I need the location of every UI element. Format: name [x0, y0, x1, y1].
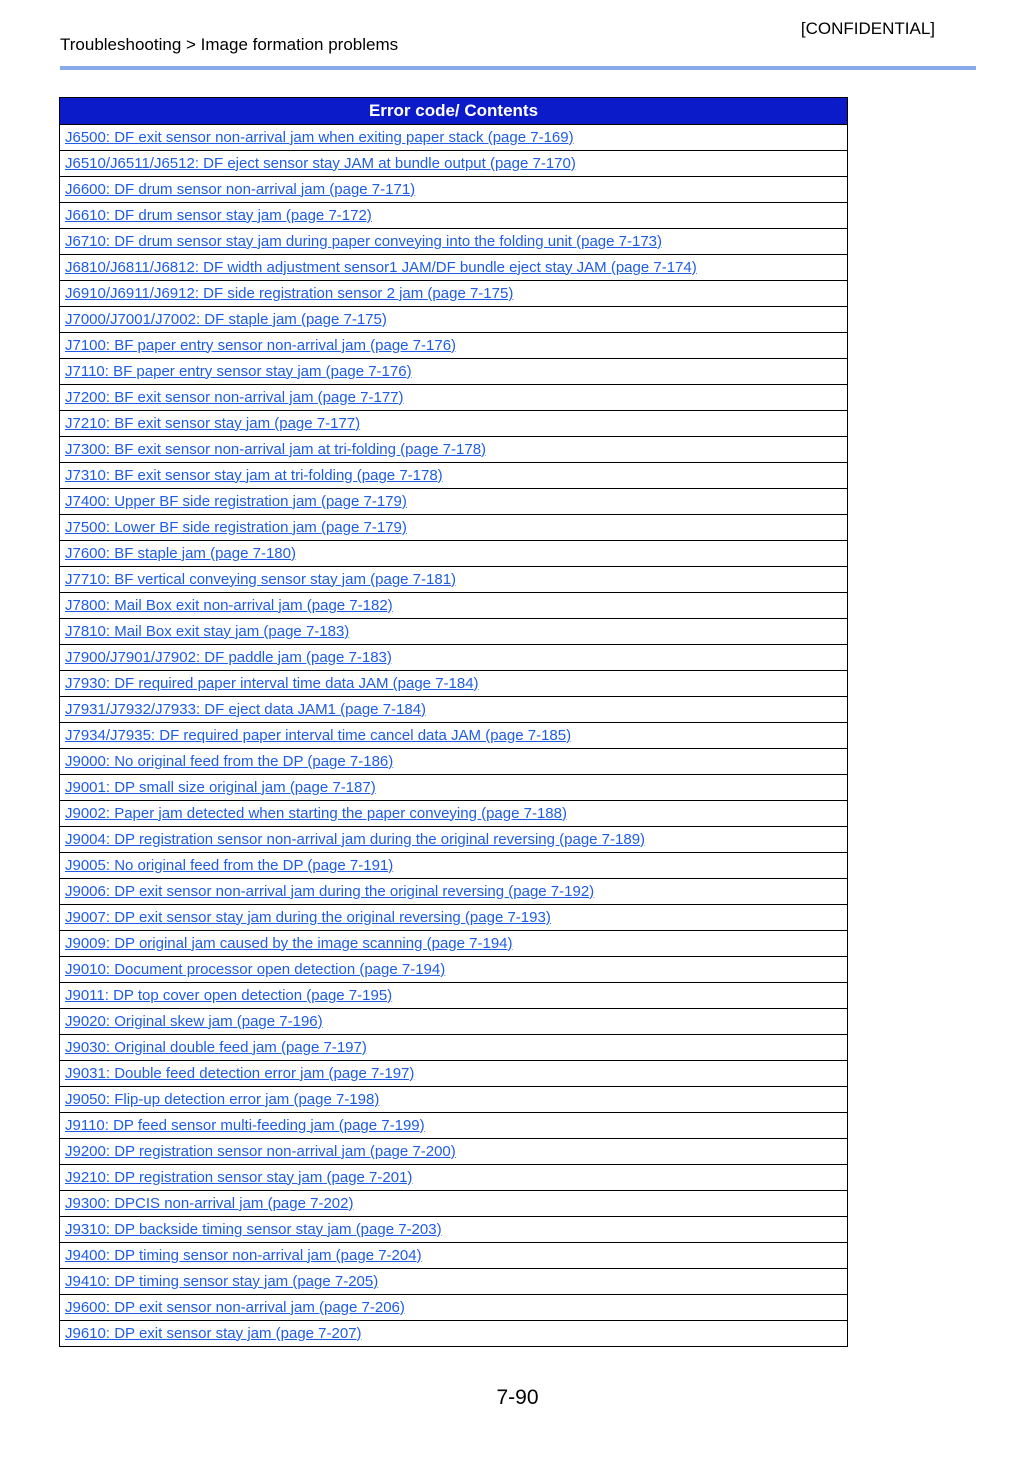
error-code-link[interactable]: J9030: Original double feed jam (page 7-197)	[65, 1038, 367, 1056]
table-row	[60, 177, 848, 203]
table-row	[60, 1113, 848, 1139]
table-cell	[60, 203, 848, 229]
table-cell	[60, 1035, 848, 1061]
table-cell	[60, 697, 848, 723]
table-row	[60, 203, 848, 229]
error-code-link[interactable]: J9004: DP registration sensor non-arrival jam during the original reversing (page 7-189)	[65, 830, 646, 848]
table-row	[60, 1243, 848, 1269]
table-row	[60, 307, 848, 333]
table-cell	[60, 463, 848, 489]
table-row	[60, 1035, 848, 1061]
error-code-link[interactable]: J9001: DP small size original jam (page 7-187)	[65, 778, 376, 796]
error-code-link[interactable]: J7110: BF paper entry sensor stay jam (page 7-176)	[65, 362, 412, 380]
error-code-link[interactable]: J7930: DF required paper interval time data JAM (page 7-184)	[65, 674, 479, 692]
table-cell	[60, 437, 848, 463]
table-row	[60, 749, 848, 775]
table-row	[60, 619, 848, 645]
table-body	[60, 125, 848, 1347]
error-code-link[interactable]: J7900/J7901/J7902: DF paddle jam (page 7-183)	[65, 648, 392, 666]
table-row	[60, 593, 848, 619]
table-cell	[60, 1191, 848, 1217]
table-cell	[60, 1165, 848, 1191]
table-cell	[60, 671, 848, 697]
error-code-link[interactable]: J6600: DF drum sensor non-arrival jam (page 7-171)	[65, 180, 416, 198]
table-cell	[60, 515, 848, 541]
error-code-link[interactable]: J9009: DP original jam caused by the image scanning (page 7-194)	[65, 934, 513, 952]
error-code-link[interactable]: J7210: BF exit sensor stay jam (page 7-177)	[65, 414, 361, 432]
table-cell	[60, 1295, 848, 1321]
table-row	[60, 1009, 848, 1035]
table-row	[60, 983, 848, 1009]
table-row	[60, 151, 848, 177]
error-code-link[interactable]: J9300: DPCIS non-arrival jam (page 7-202)	[65, 1194, 354, 1212]
error-code-link[interactable]: J9110: DP feed sensor multi-feeding jam (page 7-199)	[65, 1116, 425, 1134]
table-row	[60, 1321, 848, 1347]
error-code-link[interactable]: J7500: Lower BF side registration jam (page 7-179)	[65, 518, 407, 536]
table-cell	[60, 255, 848, 281]
table-cell	[60, 1243, 848, 1269]
table-cell	[60, 593, 848, 619]
table-cell	[60, 1009, 848, 1035]
table-row	[60, 359, 848, 385]
error-code-link[interactable]: J9600: DP exit sensor non-arrival jam (page 7-206)	[65, 1298, 405, 1316]
table-cell	[60, 1087, 848, 1113]
error-code-link[interactable]: J7710: BF vertical conveying sensor stay jam (page 7-181)	[65, 570, 457, 588]
table-row	[60, 1087, 848, 1113]
table-cell	[60, 853, 848, 879]
table-row	[60, 775, 848, 801]
table-row	[60, 125, 848, 151]
error-code-link[interactable]: J7100: BF paper entry sensor non-arrival jam (page 7-176)	[65, 336, 457, 354]
error-code-link[interactable]: J7600: BF staple jam (page 7-180)	[65, 544, 296, 562]
table-row	[60, 931, 848, 957]
table-cell	[60, 307, 848, 333]
table-row	[60, 411, 848, 437]
table-cell	[60, 567, 848, 593]
error-code-link[interactable]: J7300: BF exit sensor non-arrival jam at tri-folding (page 7-178)	[65, 440, 487, 458]
table-row	[60, 1191, 848, 1217]
table-row	[60, 879, 848, 905]
error-code-table	[59, 97, 848, 1347]
error-code-link[interactable]: J7934/J7935: DF required paper interval time cancel data JAM (page 7-185)	[65, 726, 572, 744]
error-code-link[interactable]: J9005: No original feed from the DP (page 7-191)	[65, 856, 394, 874]
table-row	[60, 827, 848, 853]
table-row	[60, 463, 848, 489]
error-code-link[interactable]: J9000: No original feed from the DP (page 7-186)	[65, 752, 394, 770]
table-cell	[60, 827, 848, 853]
error-code-link[interactable]: J7310: BF exit sensor stay jam at tri-folding (page 7-178)	[65, 466, 443, 484]
table-row	[60, 229, 848, 255]
table-cell	[60, 1113, 848, 1139]
table-row	[60, 1295, 848, 1321]
table-row	[60, 385, 848, 411]
table-row	[60, 489, 848, 515]
table-cell	[60, 1139, 848, 1165]
error-code-link[interactable]: J9010: Document processor open detection (page 7-194)	[65, 960, 446, 978]
table-cell	[60, 177, 848, 203]
error-code-link[interactable]: J9002: Paper jam detected when starting the paper conveying (page 7-188)	[65, 804, 567, 822]
table-cell	[60, 359, 848, 385]
table-row	[60, 255, 848, 281]
confidential-label: [CONFIDENTIAL]	[800, 19, 935, 38]
table-cell	[60, 931, 848, 957]
table-row	[60, 905, 848, 931]
error-code-link[interactable]: J6500: DF exit sensor non-arrival jam when exiting paper stack (page 7-169)	[65, 128, 574, 146]
table-cell	[60, 151, 848, 177]
table-cell	[60, 1061, 848, 1087]
error-code-link[interactable]: J9020: Original skew jam (page 7-196)	[65, 1012, 323, 1030]
table-row	[60, 853, 848, 879]
error-code-link[interactable]: J9200: DP registration sensor non-arrival jam (page 7-200)	[65, 1142, 456, 1160]
error-code-link[interactable]: J9400: DP timing sensor non-arrival jam (page 7-204)	[65, 1246, 422, 1264]
table-row	[60, 281, 848, 307]
table-row	[60, 1269, 848, 1295]
header-divider	[60, 66, 976, 70]
table-row	[60, 645, 848, 671]
error-code-link[interactable]: J9610: DP exit sensor stay jam (page 7-207)	[65, 1324, 362, 1342]
error-code-link[interactable]: J7200: BF exit sensor non-arrival jam (page 7-177)	[65, 388, 404, 406]
error-code-link[interactable]: J6910/J6911/J6912: DF side registration sensor 2 jam (page 7-175)	[65, 284, 514, 302]
error-code-link[interactable]: J6710: DF drum sensor stay jam during paper conveying into the folding unit (page 7-173)	[65, 232, 663, 250]
table-cell	[60, 333, 848, 359]
table-row	[60, 1061, 848, 1087]
table-cell	[60, 229, 848, 255]
error-code-link[interactable]: J7400: Upper BF side registration jam (page 7-179)	[65, 492, 407, 510]
table-row	[60, 541, 848, 567]
table-header: Error code/ Contents	[60, 98, 848, 125]
error-code-link[interactable]: J9007: DP exit sensor stay jam during the original reversing (page 7-193)	[65, 908, 551, 926]
table-cell	[60, 619, 848, 645]
table-cell	[60, 541, 848, 567]
error-code-link[interactable]: J9410: DP timing sensor stay jam (page 7-205)	[65, 1272, 379, 1290]
table-row	[60, 723, 848, 749]
table-cell	[60, 385, 848, 411]
error-code-link[interactable]: J9031: Double feed detection error jam (page 7-197)	[65, 1064, 415, 1082]
table-cell	[60, 125, 848, 151]
table-cell	[60, 749, 848, 775]
table-cell	[60, 801, 848, 827]
table-cell	[60, 723, 848, 749]
error-code-link[interactable]: J7931/J7932/J7933: DF eject data JAM1 (page 7-184)	[65, 700, 427, 718]
table-row	[60, 1217, 848, 1243]
table-cell	[60, 905, 848, 931]
error-code-link[interactable]: J9310: DP backside timing sensor stay jam (page 7-203)	[65, 1220, 442, 1238]
table-header-row	[60, 98, 848, 125]
error-code-link[interactable]: J6510/J6511/J6512: DF eject sensor stay JAM at bundle output (page 7-170)	[65, 154, 576, 172]
error-code-link[interactable]: J6810/J6811/J6812: DF width adjustment sensor1 JAM/DF bundle eject stay JAM (page 7-174)	[65, 258, 697, 276]
table-cell	[60, 281, 848, 307]
table-cell	[60, 957, 848, 983]
error-code-link[interactable]: J9210: DP registration sensor stay jam (page 7-201)	[65, 1168, 413, 1186]
table-row	[60, 1139, 848, 1165]
table-row	[60, 801, 848, 827]
error-code-link[interactable]: J7000/J7001/J7002: DF staple jam (page 7-175)	[65, 310, 387, 328]
error-code-link[interactable]: J9006: DP exit sensor non-arrival jam during the original reversing (page 7-192)	[65, 882, 595, 900]
table-cell	[60, 645, 848, 671]
table-cell	[60, 983, 848, 1009]
table-row	[60, 1165, 848, 1191]
table-cell	[60, 411, 848, 437]
error-code-link[interactable]: J9050: Flip-up detection error jam (page 7-198)	[65, 1090, 380, 1108]
table-row	[60, 957, 848, 983]
table-cell	[60, 775, 848, 801]
table-row	[60, 515, 848, 541]
table-cell	[60, 489, 848, 515]
table-row	[60, 333, 848, 359]
page-number: 7-90	[496, 1386, 539, 1409]
breadcrumb: Troubleshooting > Image formation problems	[60, 35, 399, 54]
table-row	[60, 437, 848, 463]
error-code-link[interactable]: J7800: Mail Box exit non-arrival jam (page 7-182)	[65, 596, 393, 614]
table-cell	[60, 1269, 848, 1295]
error-code-link[interactable]: J6610: DF drum sensor stay jam (page 7-172)	[65, 206, 372, 224]
error-code-link[interactable]: J9011: DP top cover open detection (page 7-195)	[65, 986, 393, 1004]
table-cell	[60, 1321, 848, 1347]
table-cell	[60, 879, 848, 905]
error-code-link[interactable]: J7810: Mail Box exit stay jam (page 7-183)	[65, 622, 350, 640]
table-row	[60, 567, 848, 593]
table-cell	[60, 1217, 848, 1243]
table-row	[60, 697, 848, 723]
table-row	[60, 671, 848, 697]
